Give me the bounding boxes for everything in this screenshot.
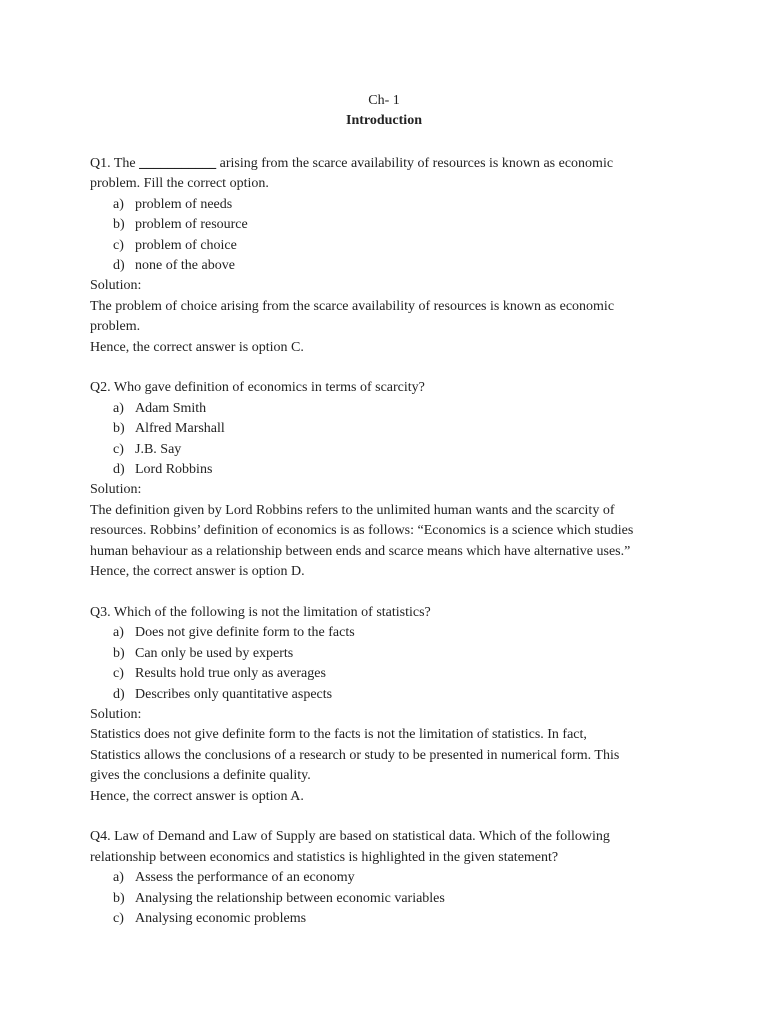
option-text: problem of choice (135, 237, 237, 253)
solution-text: problem. (90, 319, 141, 335)
option-c (113, 909, 690, 929)
question-2 (90, 378, 690, 582)
option-d (113, 256, 690, 276)
solution-label: Solution: (90, 482, 142, 498)
option-label: a) (113, 625, 124, 641)
option-a (113, 399, 690, 419)
solution-label: Solution: (90, 706, 142, 722)
question-list (90, 154, 690, 929)
option-text: Analysing the relationship between economic variables (135, 890, 445, 906)
solution-text: Statistics does not give definite form to the facts is not the limitation of statistics. In fact, (90, 727, 587, 743)
option-text: Analysing economic problems (135, 910, 307, 926)
chapter-title: Introduction (346, 113, 422, 128)
question-text: Q2. Who gave definition of economics in terms of scarcity? (90, 380, 425, 396)
option-label: b) (113, 217, 125, 233)
option-text: Results hold true only as averages (135, 666, 326, 682)
option-text: none of the above (135, 258, 235, 274)
option-text: Describes only quantitative aspects (135, 686, 333, 702)
question-text: Q1. The ___________ arising from the scarce availability of resources is known as economic (90, 156, 614, 171)
option-c (113, 440, 690, 460)
question-1 (90, 154, 690, 358)
option-c (113, 664, 690, 684)
option-list (90, 868, 690, 929)
option-text: problem of needs (135, 196, 233, 212)
option-c (113, 236, 690, 256)
solution-answer: Hence, the correct answer is option A. (90, 788, 304, 804)
option-text: Lord Robbins (135, 462, 213, 478)
option-label: a) (113, 400, 124, 416)
solution-answer: Hence, the correct answer is option C. (90, 339, 304, 355)
chapter-number: Ch- 1 (368, 93, 400, 108)
question-text: Q3. Which of the following is not the limitation of statistics? (90, 604, 431, 620)
option-label: b) (113, 890, 125, 906)
option-d (113, 460, 690, 480)
option-a (113, 868, 690, 888)
solution-text: resources. Robbins’ definition of economics is as follows: “Economics is a science which studies (90, 523, 634, 539)
option-label: c) (113, 441, 124, 457)
option-text: J.B. Say (135, 441, 182, 457)
option-b (113, 889, 690, 909)
option-a (113, 623, 690, 643)
option-label: a) (113, 196, 124, 212)
solution-text: The definition given by Lord Robbins refers to the unlimited human wants and the scarcity of (90, 502, 615, 518)
solution-text: gives the conclusions a definite quality. (90, 768, 311, 784)
option-b (113, 215, 690, 235)
option-text: Does not give definite form to the facts (135, 625, 355, 641)
option-text: Adam Smith (135, 400, 207, 416)
solution-text: Statistics allows the conclusions of a research or study to be presented in numerical form. This (90, 747, 620, 763)
option-label: c) (113, 237, 124, 253)
option-label: d) (113, 462, 125, 478)
question-text: relationship between economics and statistics is highlighted in the given statement? (90, 849, 559, 865)
option-label: b) (113, 421, 125, 437)
option-a (113, 195, 690, 215)
option-label: a) (113, 870, 124, 886)
option-label: c) (113, 910, 124, 926)
option-label: d) (113, 258, 125, 274)
question-text: problem. Fill the correct option. (90, 176, 269, 192)
option-label: b) (113, 645, 125, 661)
option-b (113, 644, 690, 664)
option-text: Can only be used by experts (135, 645, 294, 661)
question-4 (90, 827, 690, 929)
option-b (113, 419, 690, 439)
question-3 (90, 603, 690, 807)
fill-blank: ___________ (139, 156, 217, 171)
option-list (90, 399, 690, 481)
question-text: Q4. Law of Demand and Law of Supply are based on statistical data. Which of the following (90, 829, 610, 845)
option-label: d) (113, 686, 125, 702)
option-list (90, 623, 690, 705)
option-label: c) (113, 666, 124, 682)
option-d (113, 685, 690, 705)
solution-text: human behaviour as a relationship between ends and scarce means which have alternative uses.” (90, 543, 631, 559)
option-text: Alfred Marshall (135, 421, 225, 437)
option-text: Assess the performance of an economy (135, 870, 355, 886)
solution-label: Solution: (90, 278, 142, 294)
option-list (90, 195, 690, 277)
option-text: problem of resource (135, 217, 248, 233)
solution-text: The problem of choice arising from the scarce availability of resources is known as economic (90, 298, 615, 314)
solution-answer: Hence, the correct answer is option D. (90, 564, 305, 580)
